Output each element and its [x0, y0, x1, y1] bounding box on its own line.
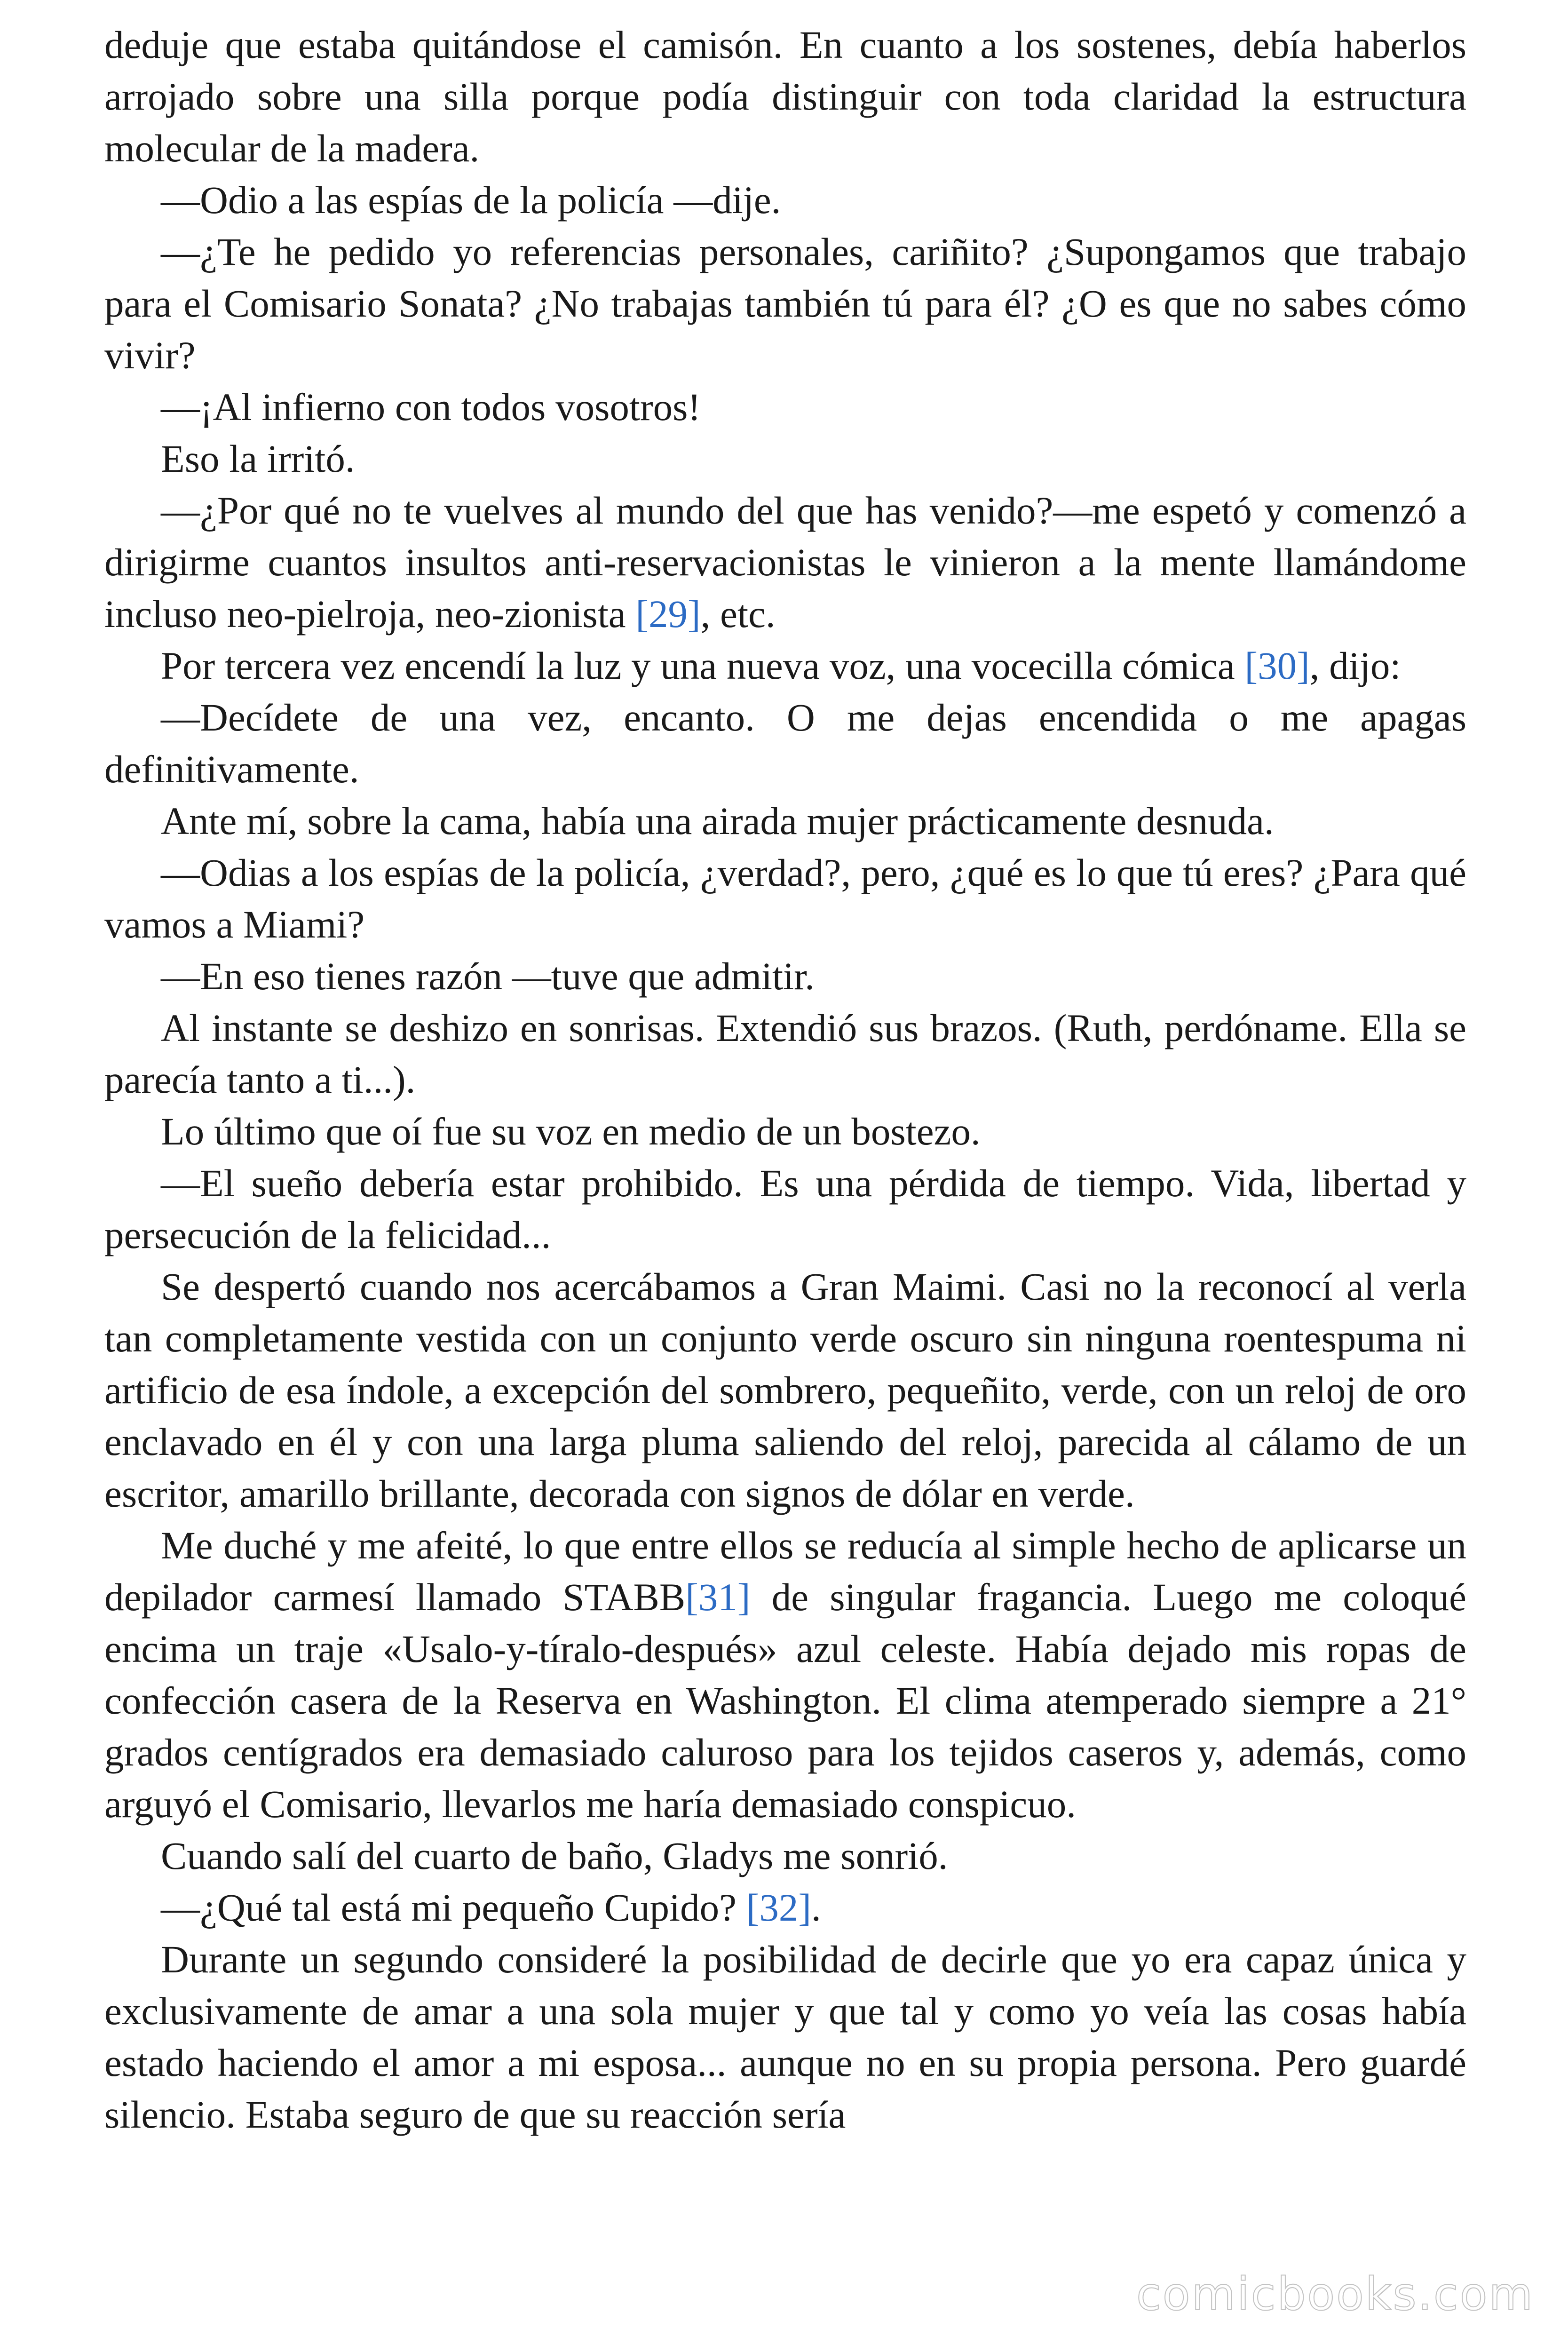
paragraph [104, 381, 1466, 433]
paragraph-text: , dijo: [1309, 644, 1401, 687]
paragraph-text: —¿Te he pedido yo referencias personales, cariñito? ¿Supongamos que trabajo para el Comisario Sonata? ¿No trabajas también tú para él? ¿O es que no sabes cómo vivir? [104, 230, 1466, 377]
paragraph [104, 226, 1466, 381]
book-page [104, 19, 1466, 2140]
paragraph-text: —¿Por qué no te vuelves al mundo del que has venido?—me espetó y comenzó a dirigirme cuantos insultos anti-reservacionistas le vinieron a la mente llamándome incluso neo-pielroja, neo-zionista [104, 489, 1466, 636]
paragraph-text: Lo último que oí fue su voz en medio de un bostezo. [161, 1110, 981, 1153]
paragraph-text: Durante un segundo consideré la posibilidad de decirle que yo era capaz única y exclusivamente de amar a una sola mujer y que tal y como yo veía las cosas había estado haciendo el amor a mi esposa... aunque no en su propia persona. Pero guardé silencio. Estaba seguro de que su reacción sería [104, 1938, 1466, 2136]
footnote-link[interactable]: [32] [746, 1886, 811, 1929]
footnote-link[interactable]: [29] [635, 592, 701, 636]
paragraph-text: Me duché y me afeité, lo que entre ellos se reducía al simple hecho de aplicarse un depilador carmesí llamado STABB [104, 1524, 1466, 1619]
paragraph-text: —Odio a las espías de la policía —dije. [161, 178, 781, 222]
paragraph [104, 1830, 1466, 1882]
paragraph [104, 1105, 1466, 1157]
footnote-link[interactable]: [30] [1244, 644, 1310, 687]
paragraph-text: Al instante se deshizo en sonrisas. Extendió sus brazos. (Ruth, perdóname. Ella se parecía tanto a ti...). [104, 1006, 1466, 1101]
paragraph [104, 1933, 1466, 2140]
paragraph-text: —El sueño debería estar prohibido. Es una pérdida de tiempo. Vida, libertad y persecución de la felicidad... [104, 1161, 1466, 1256]
paragraph [104, 795, 1466, 847]
paragraph-text: —¡Al infierno con todos vosotros! [161, 385, 701, 429]
paragraph [104, 847, 1466, 950]
paragraph-text: —¿Qué tal está mi pequeño Cupido? [161, 1886, 746, 1929]
paragraph-text: Eso la irritó. [161, 437, 355, 480]
paragraph [104, 19, 1466, 174]
paragraph [104, 1882, 1466, 1933]
paragraph [104, 950, 1466, 1002]
paragraph-text: —Odias a los espías de la policía, ¿verdad?, pero, ¿qué es lo que tú eres? ¿Para qué vamos a Miami? [104, 851, 1466, 946]
paragraph [104, 1157, 1466, 1261]
footnote-link[interactable]: [31] [685, 1575, 751, 1619]
paragraph-text: —Decídete de una vez, encanto. O me dejas encendida o me apagas definitivamente. [104, 696, 1466, 791]
paragraph-text: —En eso tienes razón —tuve que admitir. [161, 954, 815, 998]
paragraph [104, 174, 1466, 226]
paragraph [104, 485, 1466, 640]
paragraph-text: deduje que estaba quitándose el camisón. En cuanto a los sostenes, debía haberlos arrojado sobre una silla porque podía distinguir con toda claridad la estructura molecular de la madera. [104, 23, 1466, 170]
paragraph [104, 691, 1466, 795]
paragraph [104, 1261, 1466, 1519]
paragraph [104, 433, 1466, 485]
paragraph-text: . [811, 1886, 821, 1929]
paragraph [104, 1519, 1466, 1830]
paragraph-text: de singular fragancia. Luego me coloqué encima un traje «Usalo-y-tíralo-después» azul celeste. Había dejado mis ropas de confección casera de la Reserva en Washington. El clima atemperado siempre a 21° grados centígrados era demasiado caluroso para los tejidos caseros y, además, como arguyó el Comisario, llevarlos me haría demasiado conspicuo. [104, 1575, 1466, 1826]
paragraph-text: , etc. [700, 592, 776, 636]
paragraph [104, 1002, 1466, 1105]
paragraph-text: Se despertó cuando nos acercábamos a Gran Maimi. Casi no la reconocí al verla tan completamente vestida con un conjunto verde oscuro sin ninguna roentespuma ni artificio de esa índole, a excepción del sombrero, pequeñito, verde, con un reloj de oro enclavado en él y con una larga pluma saliendo del reloj, parecida al cálamo de un escritor, amarillo brillante, decorada con signos de dólar en verde. [104, 1265, 1466, 1515]
paragraph-text: Cuando salí del cuarto de baño, Gladys me sonrió. [161, 1834, 948, 1877]
paragraph [104, 640, 1466, 691]
paragraph-text: Por tercera vez encendí la luz y una nueva voz, una vocecilla cómica [161, 644, 1245, 687]
paragraph-text: Ante mí, sobre la cama, había una airada mujer prácticamente desnuda. [161, 799, 1274, 842]
watermark: comicbooks.com [1136, 2268, 1534, 2320]
